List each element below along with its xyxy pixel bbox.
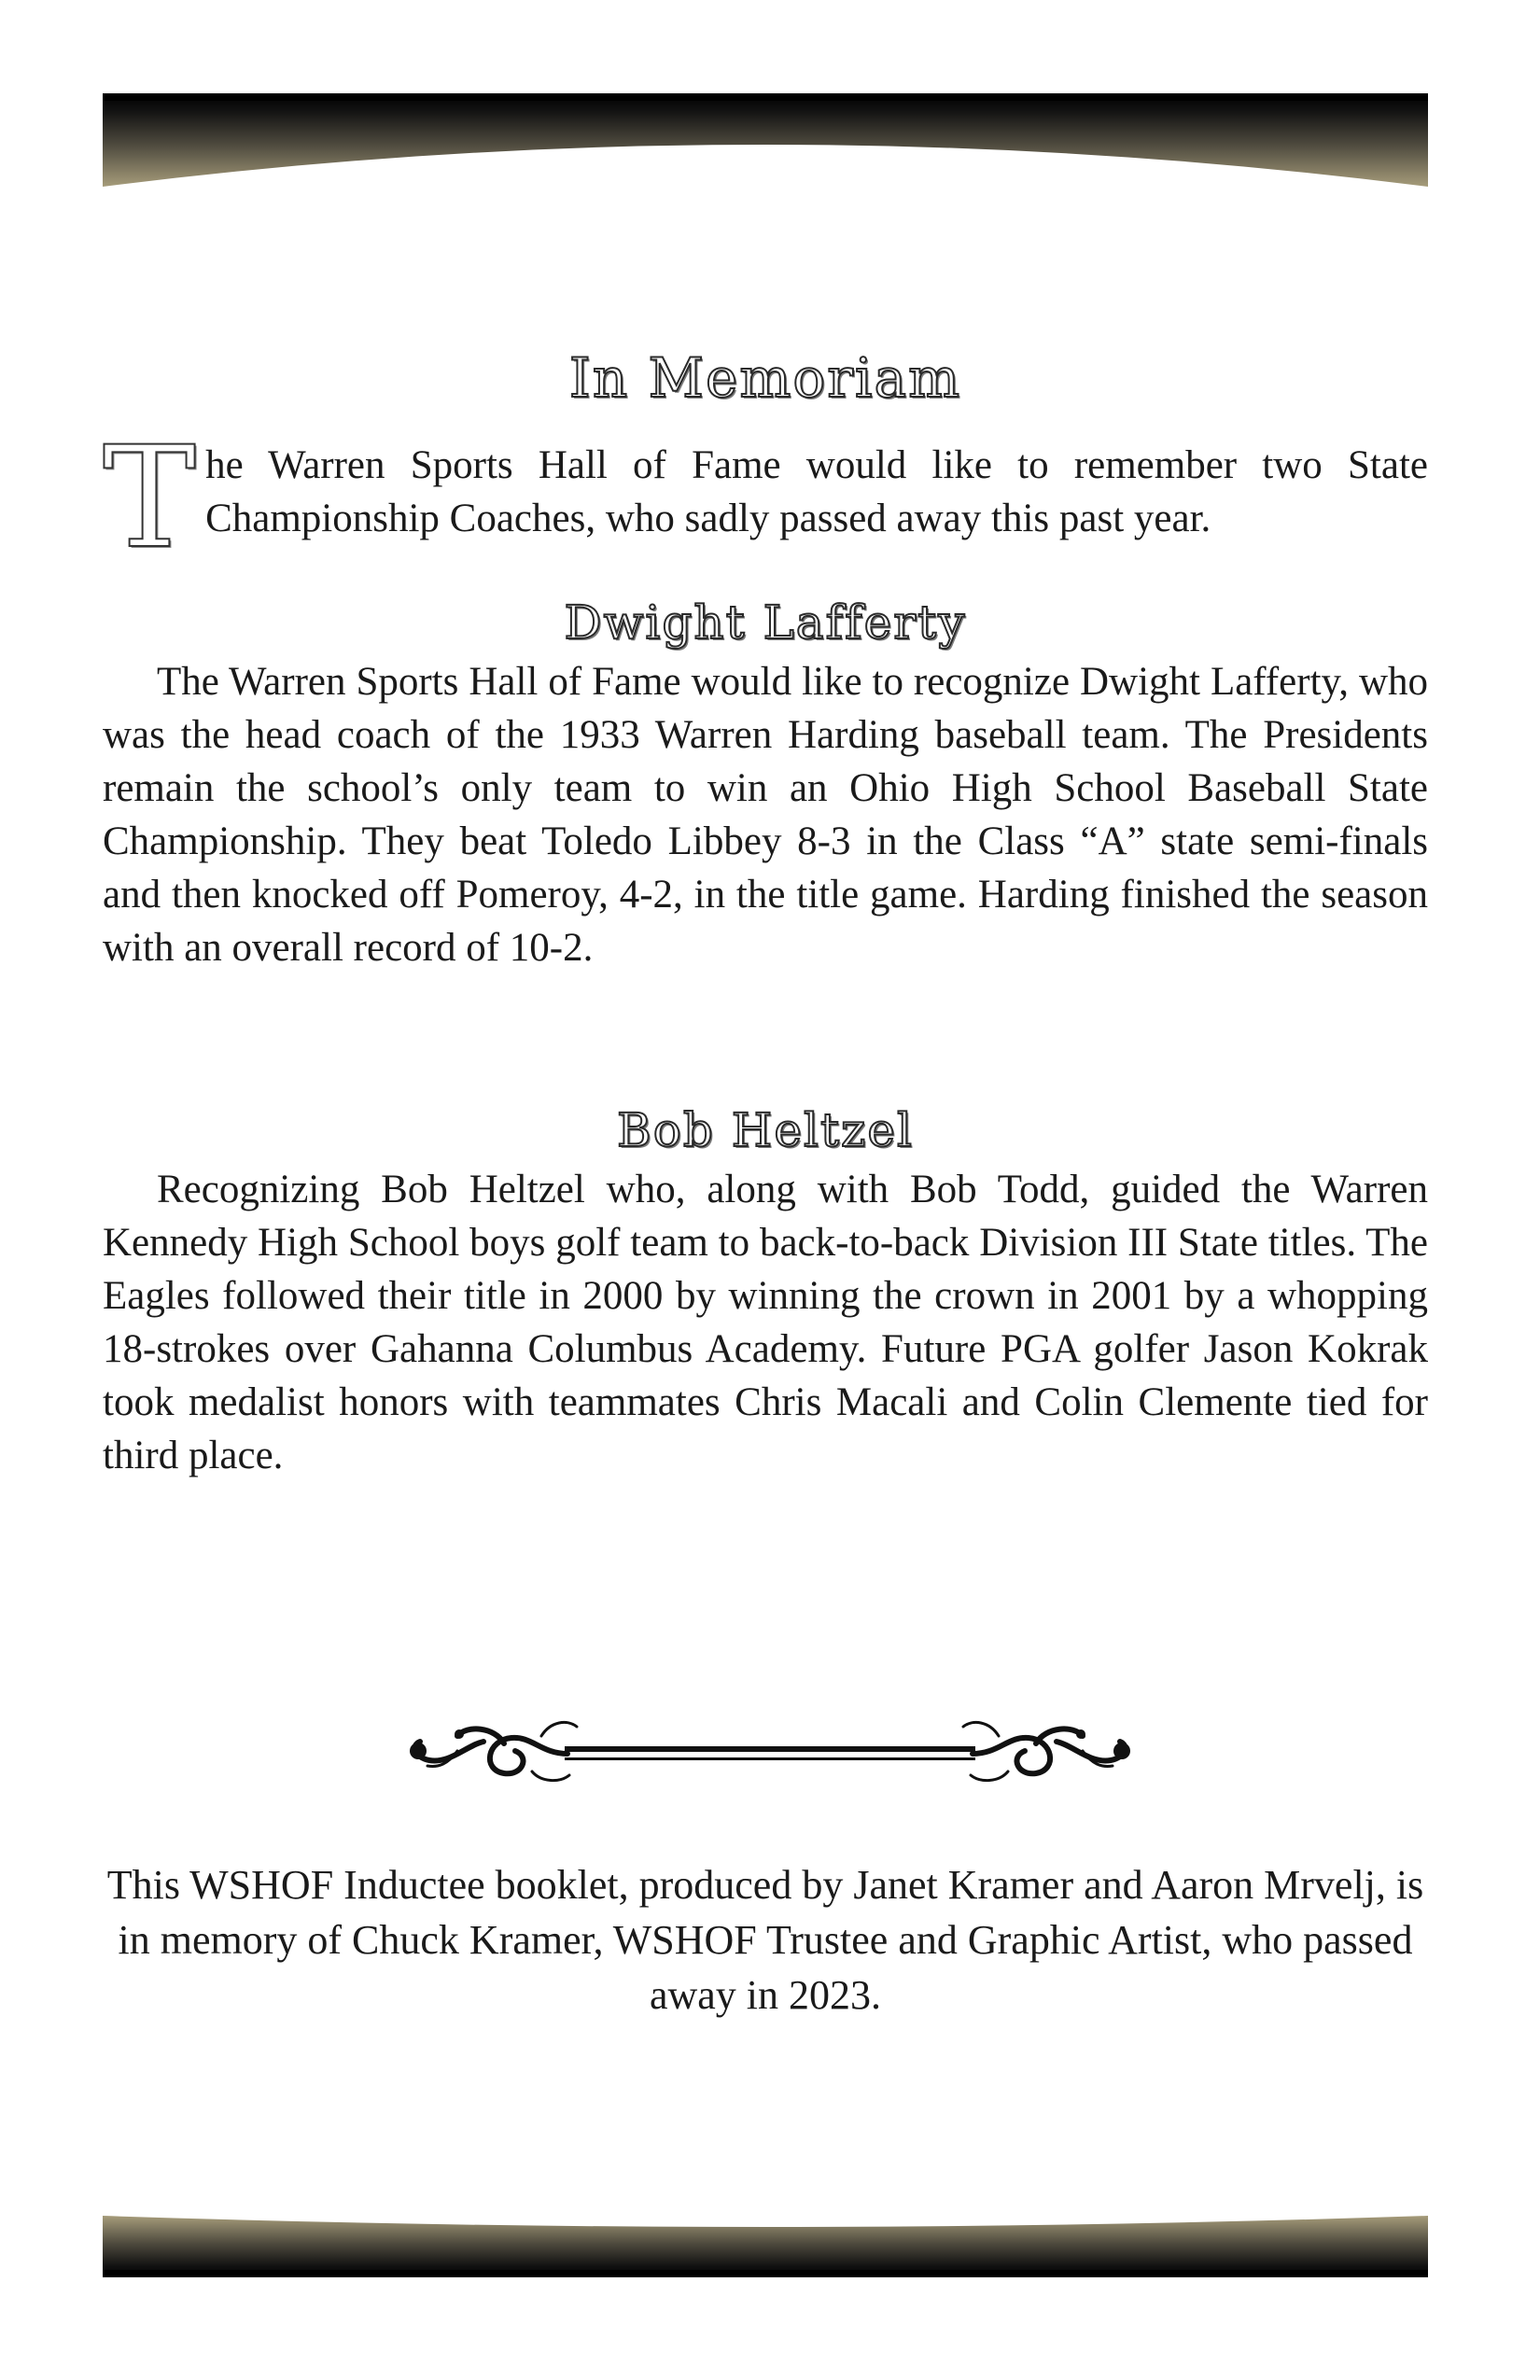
page-title: In Memoriam bbox=[568, 346, 962, 410]
footer-decorative-band bbox=[103, 2212, 1428, 2277]
section-text-dwight-lafferty: The Warren Sports Hall of Fame would like to recognize Dwight Lafferty, who was the head coach of the 1933 Warren Harding baseball team. The Presidents remain the school’s only team to win an Ohio High School Baseball State Championship. They beat Toledo Libbey 8-3 in the Class “A” state semi-finals and then knocked off Pomeroy, 4-2, in the title game. Harding finished the season with an overall record of 10-2. bbox=[103, 660, 1428, 970]
section-title-dwight-lafferty: Dwight Lafferty bbox=[564, 595, 967, 650]
section-text-bob-heltzel: Recognizing Bob Heltzel who, along with Bob Todd, guided the Warren Kennedy High School boys golf team to back-to-back Division III State titles. The Eagles followed their title in 2000 by winning the crown in 2001 by a whopping 18-strokes over Gahanna Columbus Academy. Future PGA golfer Jason Kokrak took medalist honors with teammates Chris Macali and Colin Clemente tied for third place. bbox=[103, 1168, 1428, 1477]
intro-paragraph bbox=[103, 417, 1428, 580]
closing-dedication: This WSHOF Inductee booklet, produced by Janet Kramer and Aaron Mrvelj, is in memory of Chuck Kramer, WSHOF Trustee and Graphic Artist, who passed away in 2023. bbox=[106, 1862, 1424, 2018]
header-decorative-band bbox=[103, 93, 1428, 191]
drop-cap: T bbox=[103, 417, 197, 580]
memoriam-content bbox=[103, 336, 1428, 1482]
scroll-ornament-divider-icon bbox=[401, 1708, 1139, 1792]
section-title-bob-heltzel: Bob Heltzel bbox=[617, 1103, 914, 1157]
intro-text: he Warren Sports Hall of Fame would like to remember two State Championship Coaches, who sadly passed away this past year. bbox=[205, 443, 1428, 540]
